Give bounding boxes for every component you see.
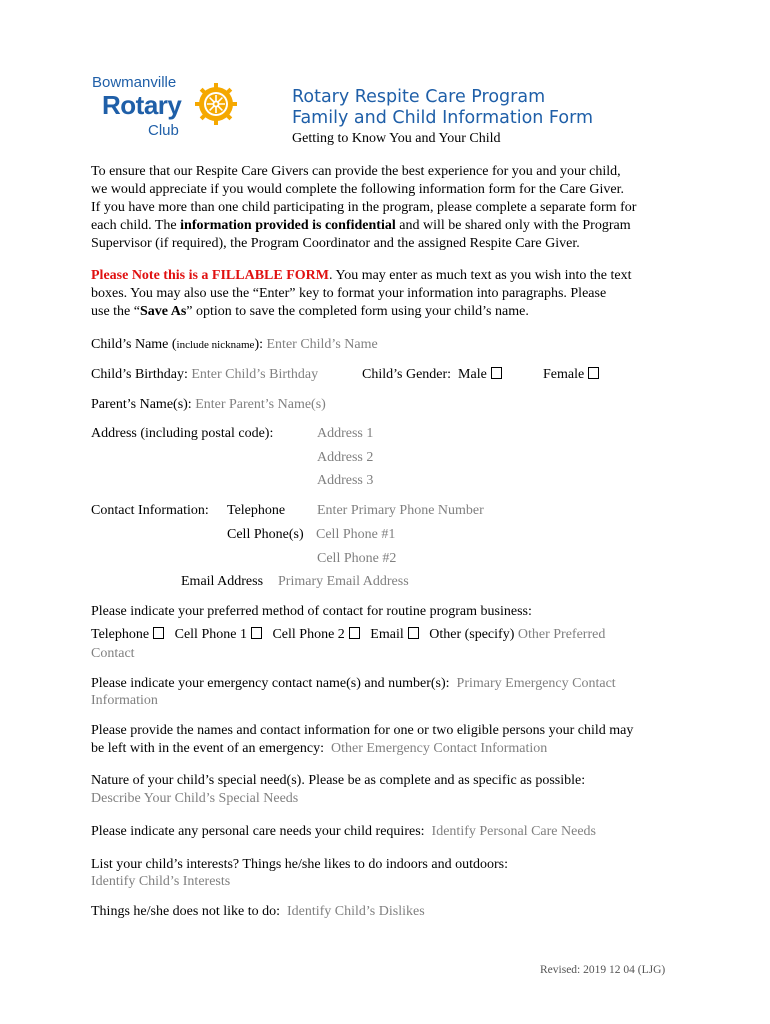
opt-email-label: Email xyxy=(370,627,404,642)
child-name-hint: include nickname xyxy=(176,339,255,351)
rotary-wheel-icon xyxy=(194,82,238,126)
cell-phone1-field[interactable]: Cell Phone #1 xyxy=(316,527,396,542)
contact-info-label: Contact Information: xyxy=(91,503,209,518)
gender-row xyxy=(362,366,502,384)
form-title-line1: Rotary Respite Care Program xyxy=(292,87,546,107)
logo-bottom-word: Club xyxy=(148,122,179,139)
opt-cell1-label: Cell Phone 1 xyxy=(174,627,247,642)
address3-field[interactable]: Address 3 xyxy=(317,473,374,488)
telephone-field[interactable]: Enter Primary Phone Number xyxy=(317,503,484,518)
gender-female-label: Female xyxy=(543,367,585,382)
note-line3-start: use the “ xyxy=(91,304,140,319)
emergency-row xyxy=(91,675,616,693)
dislikes-row xyxy=(91,903,425,921)
birthday-field[interactable]: Enter Child’s Birthday xyxy=(191,367,319,382)
contact-method-options xyxy=(91,626,605,644)
parent-row xyxy=(91,396,326,414)
opt-telephone-checkbox[interactable] xyxy=(153,627,164,639)
cell-phone2-field[interactable]: Cell Phone #2 xyxy=(317,551,397,566)
opt-other-label: Other (specify) xyxy=(429,627,515,642)
email-field[interactable]: Primary Email Address xyxy=(278,574,409,589)
address1-field[interactable]: Address 1 xyxy=(317,426,374,441)
eligible-row xyxy=(91,740,547,758)
revision-note: Revised: 2019 12 04 (LJG) xyxy=(540,964,666,976)
logo-top-word: Bowmanville xyxy=(92,74,177,91)
logo-mid-word: Rotary xyxy=(102,90,182,120)
gender-male-checkbox[interactable] xyxy=(491,367,502,379)
confidential-text: information provided is confidential xyxy=(180,218,396,233)
intro-line4-start: each child. The xyxy=(91,218,181,233)
child-name-field[interactable]: Enter Child’s Name xyxy=(266,337,378,352)
club-logo xyxy=(90,74,250,144)
intro-line2: we would appreciate if you would complete the following information form for the Care Giver. xyxy=(91,182,625,197)
personal-care-row xyxy=(91,823,596,841)
note-line3 xyxy=(91,303,529,321)
gender-male-label: Male xyxy=(458,367,487,382)
birthday-row xyxy=(91,366,318,384)
gender-label: Child’s Gender: xyxy=(362,367,452,382)
emergency-field-cont[interactable]: Information xyxy=(91,693,158,708)
child-name-row xyxy=(91,336,378,354)
note-line1-rest: . You may enter as much text as you wish into the text xyxy=(329,268,632,283)
parent-label: Parent’s Name(s): xyxy=(91,397,192,412)
opt-cell2-label: Cell Phone 2 xyxy=(272,627,345,642)
intro-line4-end: and will be shared only with the Program xyxy=(395,218,631,233)
birthday-label: Child’s Birthday: xyxy=(91,367,188,382)
form-subtitle: Getting to Know You and Your Child xyxy=(292,131,501,146)
email-label: Email Address xyxy=(181,574,264,589)
intro-line3: If you have more than one child participating in the program, please complete a separate form for xyxy=(91,200,637,215)
other-contact-field[interactable]: Other Preferred xyxy=(517,627,606,642)
opt-cell1-checkbox[interactable] xyxy=(251,627,262,639)
telephone-label: Telephone xyxy=(227,503,286,518)
opt-telephone-label: Telephone xyxy=(91,627,150,642)
fillable-form-notice: Please Note this is a FILLABLE FORM xyxy=(91,268,329,283)
special-needs-label: Nature of your child’s special need(s). Please be as complete and as specific as possible: xyxy=(91,773,586,788)
address-label: Address (including postal code): xyxy=(91,426,274,441)
save-as-text: Save As xyxy=(139,304,187,319)
parent-field[interactable]: Enter Parent’s Name(s) xyxy=(195,397,326,412)
opt-email-checkbox[interactable] xyxy=(408,627,419,639)
address2-field[interactable]: Address 2 xyxy=(317,450,374,465)
interests-label: List your child’s interests? Things he/she likes to do indoors and outdoors: xyxy=(91,857,508,872)
intro-line4 xyxy=(91,217,631,235)
form-title-line2: Family and Child Information Form xyxy=(292,108,594,128)
personal-care-label: Please indicate any personal care needs your child requires: xyxy=(91,824,425,839)
eligible-line2: be left with in the event of an emergency: xyxy=(91,741,324,756)
eligible-line1: Please provide the names and contact information for one or two eligible persons your child may xyxy=(91,723,634,738)
intro-line5: Supervisor (if required), the Program Coordinator and the assigned Respite Care Giver. xyxy=(91,236,580,251)
emergency-label: Please indicate your emergency contact name(s) and number(s): xyxy=(91,676,450,691)
note-line3-end: ” option to save the completed form using your child’s name. xyxy=(186,304,529,319)
note-line1 xyxy=(91,267,632,285)
dislikes-field[interactable]: Identify Child’s Dislikes xyxy=(286,904,425,919)
child-name-label-close: ): xyxy=(254,337,263,352)
personal-care-field[interactable]: Identify Personal Care Needs xyxy=(431,824,596,839)
dislikes-label: Things he/she does not like to do: xyxy=(91,904,280,919)
child-name-label: Child’s Name ( xyxy=(91,337,177,352)
emergency-field[interactable]: Primary Emergency Contact xyxy=(456,676,616,691)
intro-line1: To ensure that our Respite Care Givers can provide the best experience for you and your child, xyxy=(91,164,621,179)
opt-cell2-checkbox[interactable] xyxy=(349,627,360,639)
note-line2: boxes. You may also use the “Enter” key to format your information into paragraphs. Please xyxy=(91,286,607,301)
gender-female-checkbox[interactable] xyxy=(588,367,599,379)
contact-method-question: Please indicate your preferred method of contact for routine program business: xyxy=(91,604,532,619)
eligible-field[interactable]: Other Emergency Contact Information xyxy=(331,741,548,756)
special-needs-field[interactable]: Describe Your Child’s Special Needs xyxy=(91,791,299,806)
cell-phone-label: Cell Phone(s) xyxy=(227,527,304,542)
other-contact-field-cont[interactable]: Contact xyxy=(91,646,135,661)
gender-female-row xyxy=(543,366,599,384)
interests-field[interactable]: Identify Child’s Interests xyxy=(91,874,231,889)
